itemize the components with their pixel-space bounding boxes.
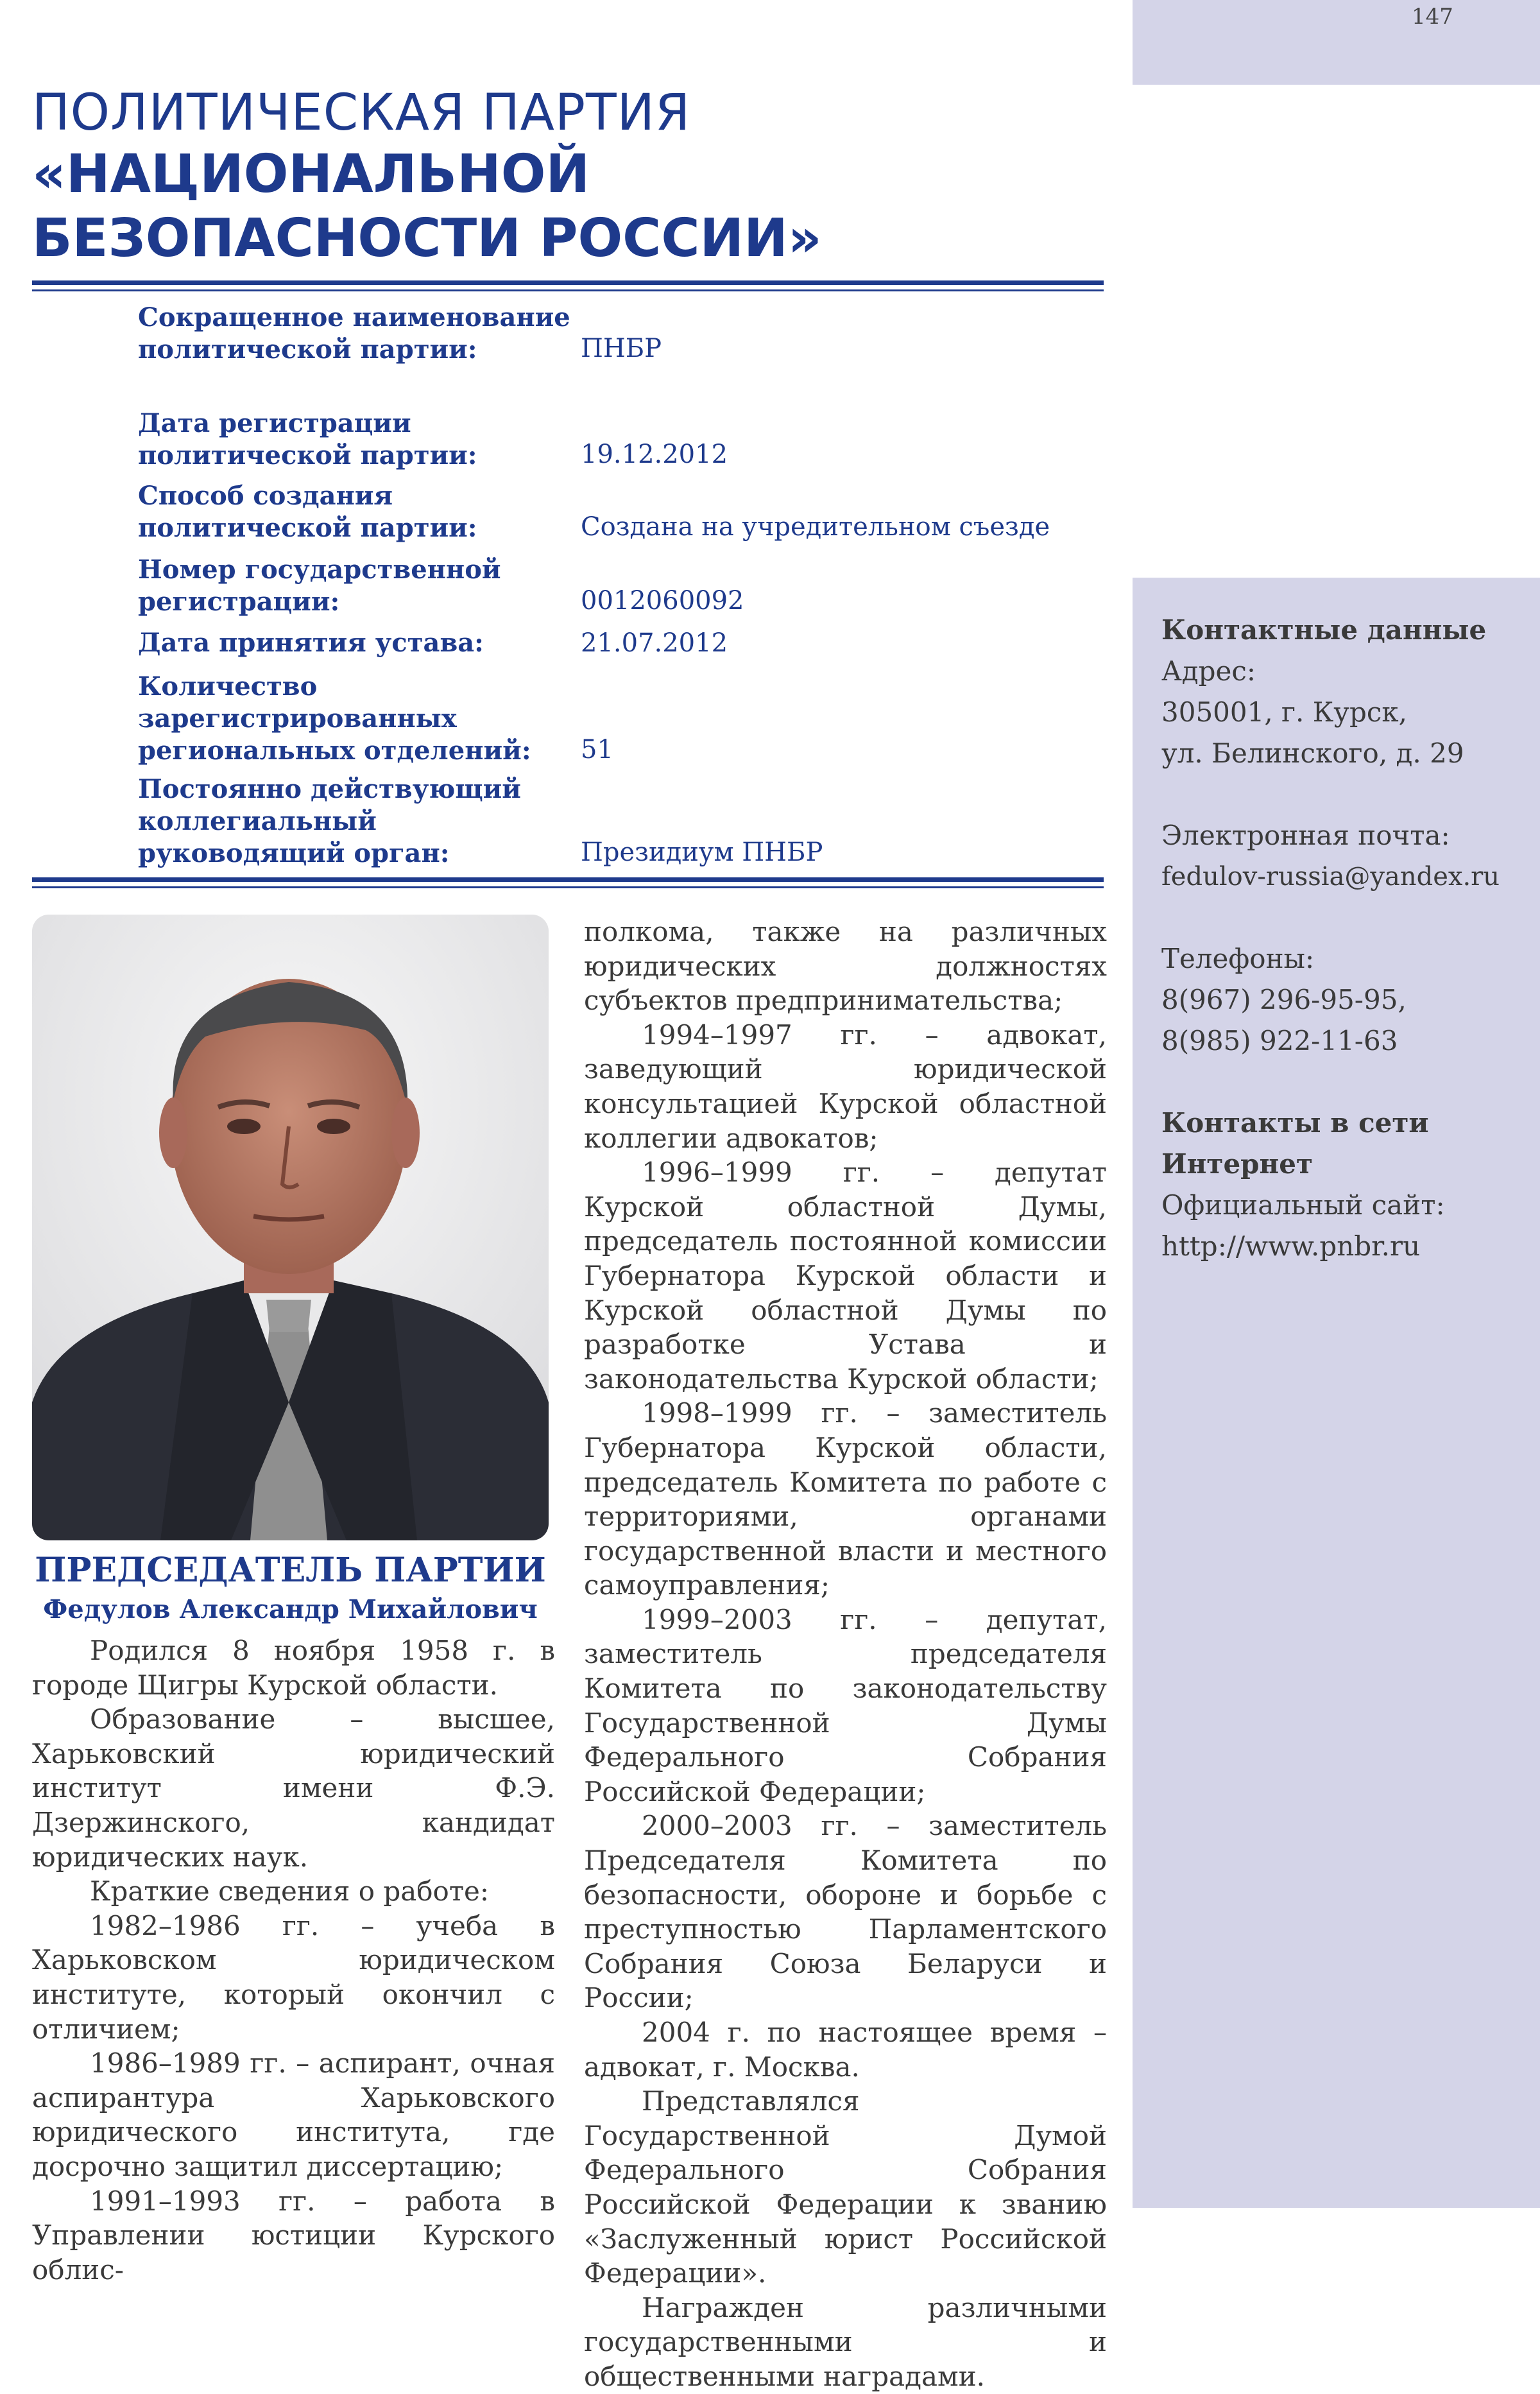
bio-paragraph: 1999–2003 гг. – депутат, заместитель председателя Комитета по законодательству Государственной Думы Федерального Собрания Российской Федерации;: [584, 1603, 1107, 1807]
info-value: ПНБР: [581, 334, 662, 363]
email-value: fedulov-russia@yandex.ru: [1161, 862, 1500, 891]
info-label: Номер государственной регистрации:: [138, 555, 501, 617]
bio-paragraph: 1991–1993 гг. – работа в Управлении юстиции Курского облис-: [32, 2185, 555, 2286]
bio-paragraph-continuation: полкома, также на различных юридических должностях субъектов предпринимательства;: [584, 916, 1107, 1017]
page-number-tab: [1133, 0, 1540, 85]
bio-paragraph: 2000–2003 гг. – заместитель Председателя Комитета по безопасности, обороне и борьбе с преступностью Парламентского Собрания Союза Беларуси и России;: [584, 1810, 1107, 2014]
info-value: 21.07.2012: [581, 628, 728, 658]
biography-left-column: [32, 1633, 555, 2287]
bio-paragraph: 1986–1989 гг. – аспирант, очная аспирантура Харьковского юридического института, где досрочно защитил диссертацию;: [32, 2047, 555, 2182]
bio-paragraph: 2004 г. по настоящее время – адвокат, г. Москва.: [584, 2017, 1107, 2083]
phone-1: 8(967) 296-95-95,: [1161, 984, 1407, 1015]
email-label: Электронная почта:: [1161, 820, 1450, 851]
bio-paragraph: 1982–1986 гг. – учеба в Харьковском юридическом институте, который окончил с отличием;: [32, 1909, 555, 2045]
biography-right-column: [584, 915, 1107, 2394]
title-line-1: ПОЛИТИЧЕСКАЯ ПАРТИЯ: [32, 84, 691, 142]
info-value: Президиум ПНБР: [581, 838, 823, 867]
chairman-heading: ПРЕДСЕДАТЕЛЬ ПАРТИИ: [35, 1551, 546, 1590]
address-line-2: ул. Белинского, д. 29: [1161, 737, 1464, 769]
page-number: 147: [1412, 4, 1453, 30]
table-rule-thick: [32, 877, 1104, 882]
bio-paragraph: 1998–1999 гг. – заместитель Губернатора Курской области, председатель Комитета по работе с территориями, органами государственной власти и местного самоуправления;: [584, 1397, 1107, 1601]
info-label: Постоянно действующий коллегиальный руководящий орган:: [138, 774, 521, 868]
bio-paragraph: Краткие сведения о работе:: [90, 1875, 490, 1907]
info-label: Способ создания политической партии:: [138, 481, 477, 543]
info-label: Дата регистрации политической партии:: [138, 408, 477, 470]
address-label: Адрес:: [1161, 655, 1256, 687]
title-line-3: БЕЗОПАСНОСТИ РОССИИ»: [32, 208, 822, 269]
chairman-photo: [32, 915, 549, 1540]
bio-paragraph: 1994–1997 гг. – адвокат, заведующий юридической консультацией Курской областной коллегии адвокатов;: [584, 1019, 1107, 1154]
address-line-1: 305001, г. Курск,: [1161, 696, 1407, 728]
site-value: http://www.pnbr.ru: [1161, 1230, 1421, 1262]
bio-paragraph: Награжден различными государственными и общественными наградами.: [584, 2291, 1107, 2392]
party-title: [32, 83, 822, 271]
site-label: Официальный сайт:: [1161, 1189, 1445, 1221]
internet-heading-line-1: Контакты в сети: [1161, 1107, 1429, 1139]
info-label: Дата принятия устава:: [138, 628, 484, 658]
contacts-panel: [1133, 578, 1540, 2208]
info-value: 51: [581, 735, 613, 764]
info-label: Сокращенное наименование политической партии:: [138, 302, 570, 365]
bio-paragraph: Образование – высшее, Харьковский юридический институт имени Ф.Э. Дзержинского, кандидат юридических наук.: [32, 1703, 555, 1873]
contacts-content: [1161, 610, 1521, 1267]
contacts-heading: Контактные данные: [1161, 614, 1487, 646]
table-rule-thin: [32, 886, 1104, 888]
title-rule-thick: [32, 280, 1104, 285]
bio-paragraph: Представлялся Государственной Думой Федерального Собрания Российской Федерации к званию «Заслуженный юрист Российской Федерации».: [584, 2085, 1107, 2289]
bio-paragraph: Родился 8 ноября 1958 г. в городе Щигры Курской области.: [32, 1635, 555, 1701]
title-rule-thin: [32, 289, 1104, 291]
phone-2: 8(985) 922-11-63: [1161, 1025, 1398, 1056]
chairman-name: Федулов Александр Михайлович: [43, 1594, 538, 1624]
info-value: 19.12.2012: [581, 440, 728, 469]
bio-paragraph: 1996–1999 гг. – депутат Курской областной Думы, председатель постоянной комиссии Губернатора Курской области и Курской областной Думы по разработке Устава и законодательства Курской области;: [584, 1157, 1107, 1395]
phones-label: Телефоны:: [1161, 943, 1315, 974]
info-label: Количество зарегистрированных региональных отделений:: [138, 671, 531, 766]
info-value: 0012060092: [581, 586, 744, 616]
title-line-2: «НАЦИОНАЛЬНОЙ: [32, 144, 590, 205]
info-value: Создана на учредительном съезде: [581, 512, 1050, 542]
internet-heading-line-2: Интернет: [1161, 1148, 1313, 1180]
